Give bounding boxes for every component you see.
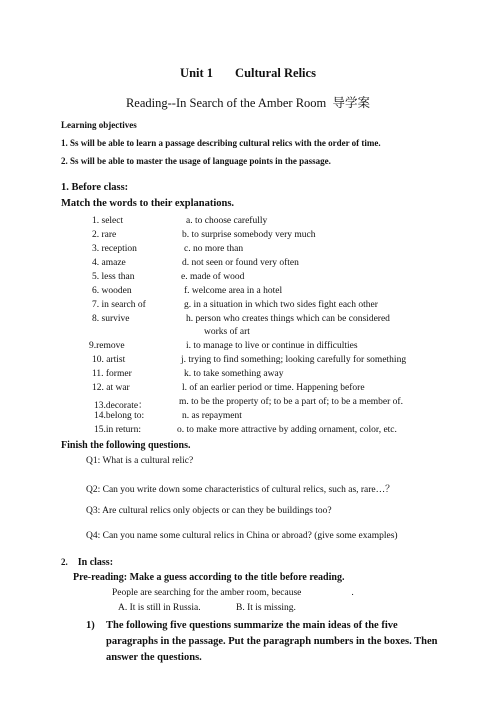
match-definition-continued: works of art (204, 327, 250, 337)
subtitle-cn: 导学案 (332, 96, 371, 110)
lesson-subtitle: Reading--In Search of the Amber Room 导学案 (125, 96, 371, 110)
match-definition: b. to surprise somebody very much (182, 230, 316, 240)
match-definition: c. no more than (184, 244, 244, 254)
match-definition: j. trying to find something; looking carefully for something (181, 355, 407, 365)
match-word: 7. in search of (92, 300, 146, 310)
question-4: Q4: Can you name some cultural relics in China or abroad? (give some examples) (86, 531, 398, 541)
match-definition: n. as repayment (182, 411, 242, 421)
match-definition: f. welcome area in a hotel (184, 286, 283, 296)
match-word: 5. less than (92, 272, 135, 282)
match-word: 11. former (92, 369, 132, 379)
match-word: 10. artist (92, 355, 126, 365)
match-word: 9.remove (89, 341, 125, 351)
question-3: Q3: Are cultural relics only objects or can they be buildings too? (86, 506, 332, 516)
match-definition: i. to manage to live or continue in difficulties (186, 341, 358, 351)
match-definition: h. person who creates things which can be considered (186, 314, 390, 324)
prereading-instruction: Pre-reading: Make a guess according to the title before reading. (73, 572, 345, 583)
task1-line2: paragraphs in the passage. Put the paragraph numbers in the boxes. Then (106, 636, 438, 647)
question-2: Q2: Can you write down some characteristics of cultural relics, such as, rare…？ (86, 485, 395, 495)
match-definition: o. to make more attractive by adding ornament, color, etc. (177, 425, 397, 435)
option-b: B. It is missing. (236, 603, 296, 613)
task1-line1: The following five questions summarize the main ideas of the five (106, 620, 398, 631)
match-definition: k. to take something away (184, 369, 284, 379)
match-definition: d. not seen or found very often (182, 258, 299, 268)
match-word: 1. select (92, 216, 124, 226)
task1-line3: answer the questions. (106, 652, 202, 663)
before-class-heading: 1. Before class: (61, 182, 129, 193)
match-word: 2. rare (92, 230, 117, 240)
match-instruction: Match the words to their explanations. (61, 198, 235, 209)
match-definition: m. to be the property of; to be a part of; to be a member of. (179, 397, 403, 407)
match-word: 14.belong to: (94, 411, 145, 421)
question-1: Q1: What is a cultural relic? (86, 456, 194, 466)
match-definition: g. in a situation in which two sides fight each other (184, 300, 378, 310)
match-definition: l. of an earlier period or time. Happening before (182, 383, 365, 393)
match-definition: a. to choose carefully (186, 216, 268, 226)
option-a: A. It is still in Russia. (118, 603, 201, 613)
task1-number: 1) (86, 620, 95, 631)
objectives-heading: Learning objectives (61, 120, 137, 130)
match-word: 15.in return: (94, 425, 141, 435)
objective-1: 1. Ss will be able to learn a passage describing cultural relics with the order of time. (61, 138, 381, 148)
match-word: 6. wooden (92, 286, 132, 296)
match-word: 8. survive (92, 314, 130, 324)
unit-title (0, 66, 496, 81)
guess-stem: People are searching for the amber room, because . (112, 588, 354, 598)
match-word: 12. at war (92, 383, 130, 393)
match-word: 3. reception (92, 244, 137, 254)
in-class-heading: 2. In class: (61, 557, 114, 568)
questions-heading: Finish the following questions. (61, 440, 191, 451)
unit-number: Unit 1 (180, 66, 214, 80)
match-definition: e. made of wood (181, 272, 245, 282)
objective-2: 2. Ss will be able to master the usage of language points in the passage. (61, 156, 331, 166)
match-word: 13.decorate： (94, 401, 148, 411)
unit-name: Cultural Relics (235, 66, 316, 80)
match-word: 4. amaze (92, 258, 126, 268)
